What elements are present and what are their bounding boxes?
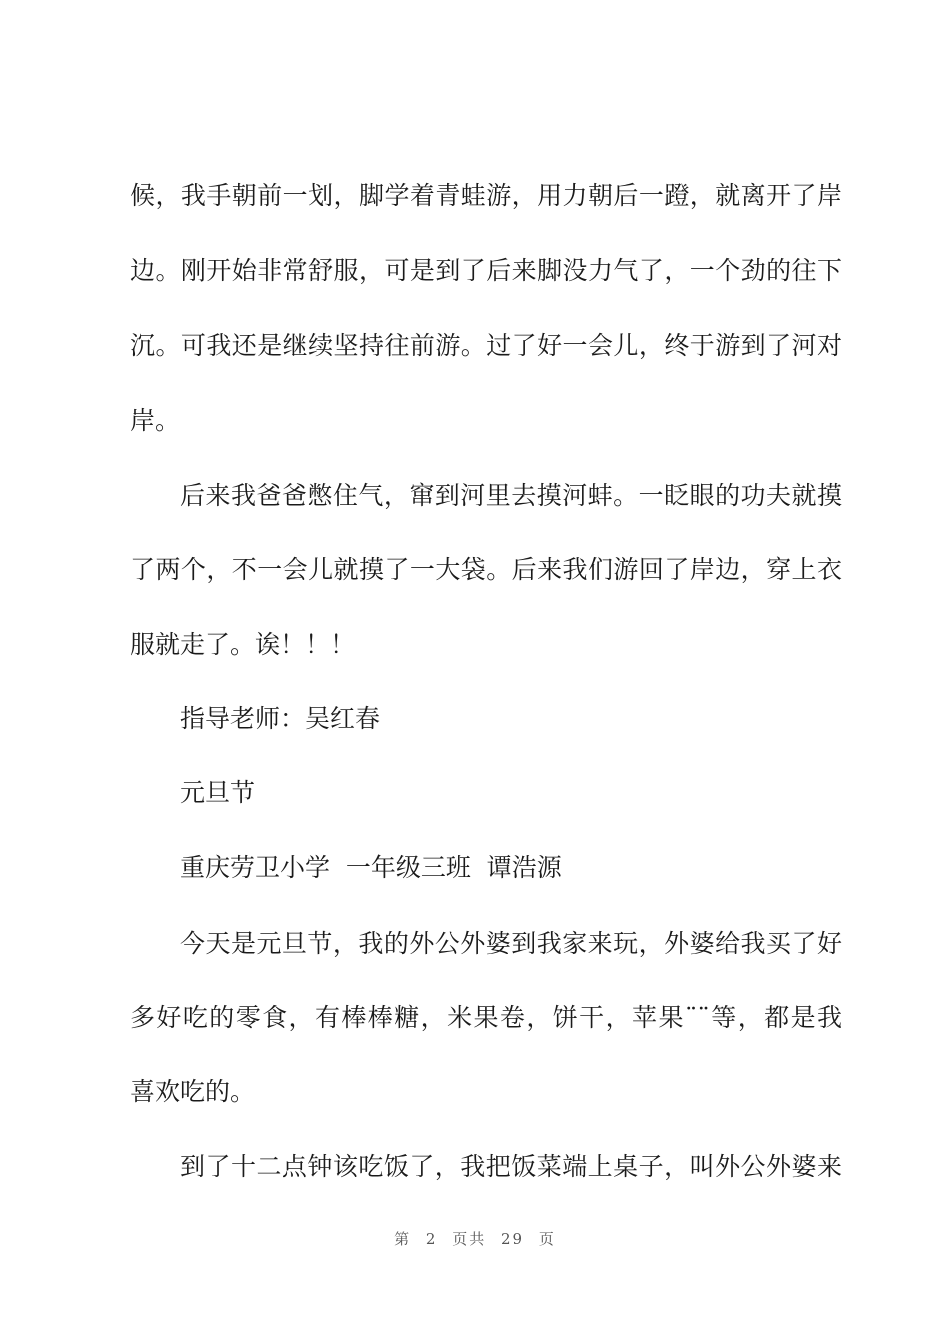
text-line: 边。刚开始非常舒服，可是到了后来脚没力气了，一个劲的往下	[130, 256, 842, 285]
text-line: 沉。可我还是继续坚持往前游。过了好一会儿，终于游到了河对	[130, 331, 842, 360]
text-line: 到了十二点钟该吃饭了，我把饭菜端上桌子，叫外公外婆来	[180, 1152, 842, 1181]
text-line: 今天是元旦节，我的外公外婆到我家来玩，外婆给我买了好	[180, 929, 842, 958]
page-number-footer: 第 2 页共 29 页	[394, 1230, 556, 1248]
text-line: 了两个，不一会儿就摸了一大袋。后来我们游回了岸边，穿上衣	[130, 555, 842, 584]
text-line: 后来我爸爸憋住气，窜到河里去摸河蚌。一眨眼的功夫就摸	[180, 481, 842, 510]
text-line: 喜欢吃的。	[130, 1077, 256, 1106]
author-line: 重庆劳卫小学 一年级三班 谭浩源	[180, 853, 562, 882]
text-line: 候，我手朝前一划，脚学着青蛙游，用力朝后一蹬，就离开了岸	[130, 181, 842, 210]
text-line: 岸。	[130, 406, 181, 435]
text-line: 服就走了。诶！！！	[130, 630, 356, 659]
essay-title: 元旦节	[180, 778, 256, 807]
text-line: 多好吃的零食，有棒棒糖，米果卷，饼干，苹果¨¨等，都是我	[130, 1003, 842, 1032]
teacher-line: 指导老师：吴红春	[180, 704, 381, 733]
